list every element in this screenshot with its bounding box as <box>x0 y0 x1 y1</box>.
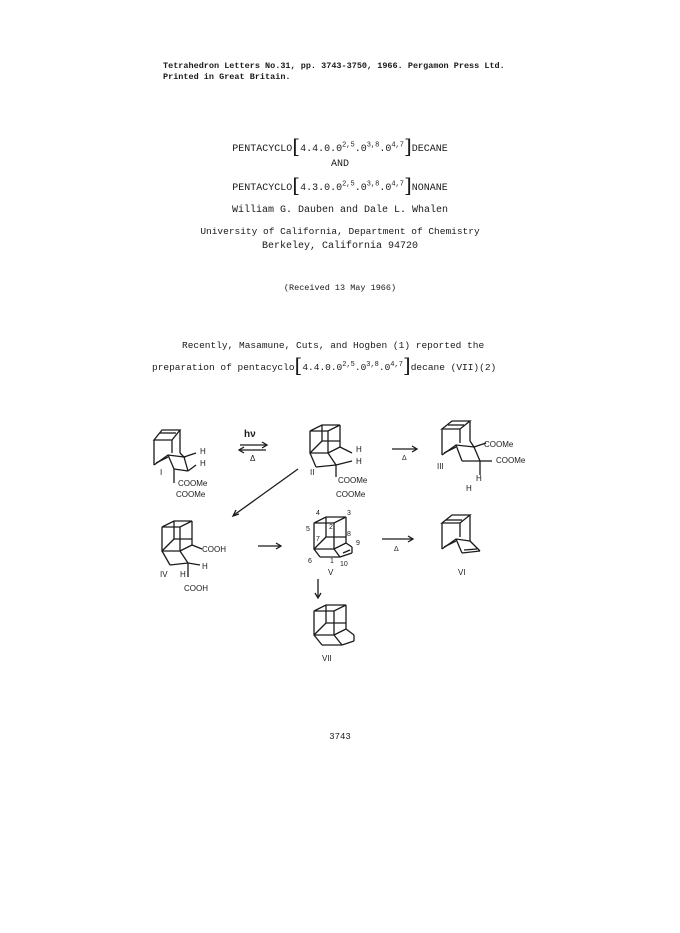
page-number: 3743 <box>329 732 351 742</box>
journal-printed: Printed in Great Britain. <box>163 72 291 82</box>
compound-VII <box>314 605 354 645</box>
I-h1: H <box>200 447 206 456</box>
I-coome2: COOMe <box>176 490 206 499</box>
I-h2: H <box>200 459 206 468</box>
label-I: I <box>160 468 163 477</box>
II-h1: H <box>356 445 362 454</box>
title-and: AND <box>330 159 349 170</box>
num-7: 7 <box>316 536 320 543</box>
label-III: III <box>437 462 444 471</box>
title-line-2: PENTACYCLO[4.3.0.0$^{2,5}$.0$^{3,8}$.0$^{4,7}$]NONANE <box>232 173 448 197</box>
body-line-2: preparation of pentacyclo[4.4.0.0$^{2,5}$.0$^{3,8}$.0$^{4,7}$]decane (VII)(2) <box>152 353 497 377</box>
delta-3: Δ <box>394 546 399 553</box>
I-coome1: COOMe <box>178 479 208 488</box>
affiliation-line-2: Berkeley, California 94720 <box>261 241 419 252</box>
num-5: 5 <box>306 526 310 533</box>
reaction-scheme <box>140 405 540 665</box>
label-VI: VI <box>458 568 466 577</box>
num-10: 10 <box>340 561 348 568</box>
compound-IV <box>162 521 202 577</box>
received-date: (Received 13 May 1966) <box>283 283 397 293</box>
body-line-1: Recently, Masamune, Cuts, and Hogben (1) reported the <box>182 340 485 351</box>
II-coome2: COOMe <box>336 490 366 499</box>
label-V: V <box>328 568 334 577</box>
IV-cooh1: COOH <box>202 545 226 554</box>
journal-citation: Tetrahedron Letters No.31, pp. 3743-3750, 1966. Pergamon Press Ltd. <box>163 61 505 71</box>
IV-h2: H <box>180 570 186 579</box>
authors: William G. Dauben and Dale L. Whalen <box>231 205 449 216</box>
num-8: 8 <box>347 531 351 538</box>
II-h2: H <box>356 457 362 466</box>
II-coome1: COOMe <box>338 476 368 485</box>
III-coome2: COOMe <box>496 456 526 465</box>
III-h1: H <box>476 474 482 483</box>
affiliation-line-1: University of California, Department of Chemistry <box>200 226 480 237</box>
delta-1: Δ <box>250 454 256 463</box>
label-II: II <box>310 468 315 477</box>
label-IV: IV <box>160 570 168 579</box>
journal-header <box>163 61 505 83</box>
hv-label: hν <box>244 429 256 440</box>
delta-2: Δ <box>402 455 407 462</box>
num-2: 2 <box>329 524 333 531</box>
num-1: 1 <box>330 558 334 565</box>
IV-h1: H <box>202 562 208 571</box>
III-h2: H <box>466 484 472 493</box>
III-coome1: COOMe <box>484 440 514 449</box>
num-3: 3 <box>347 510 351 517</box>
title-line-1: PENTACYCLO[4.4.0.0$^{2,5}$.0$^{3,8}$.0$^{4,7}$]DECANE <box>232 134 448 158</box>
num-9: 9 <box>356 540 360 547</box>
IV-cooh2: COOH <box>184 584 208 593</box>
label-VII: VII <box>322 654 332 663</box>
num-4: 4 <box>316 510 320 517</box>
num-6: 6 <box>308 558 312 565</box>
compound-VI <box>442 515 480 553</box>
compound-II <box>310 425 352 477</box>
